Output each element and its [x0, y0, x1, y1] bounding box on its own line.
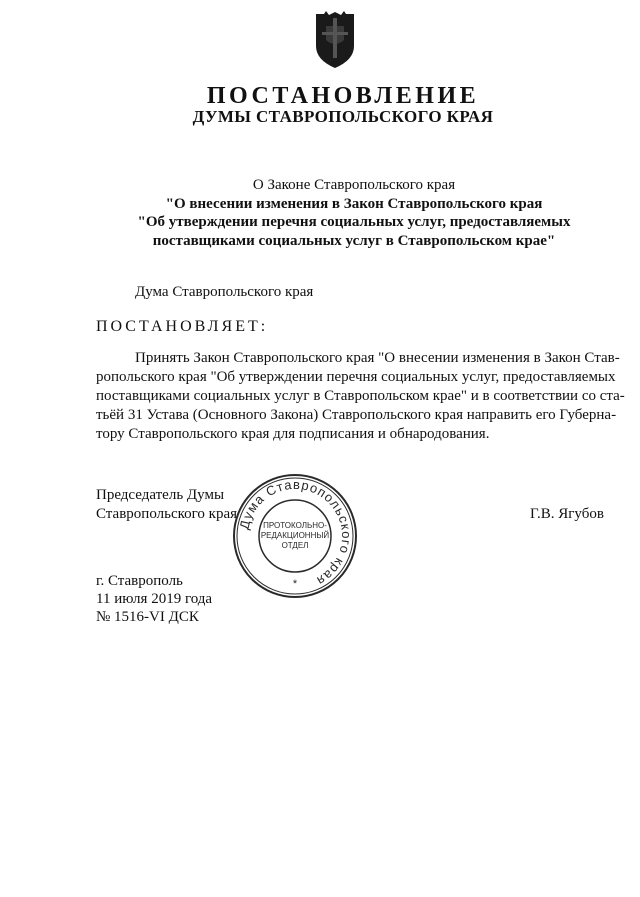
subject-line: поставщиками социальных услуг в Ставропольском крае" [152, 233, 556, 249]
official-seal [231, 472, 359, 600]
subject-line: "О внесении изменения в Закон Ставропольского края [165, 196, 543, 212]
document-subtitle: ДУМЫ СТАВРОПОЛЬСКОГО КРАЯ [192, 107, 494, 126]
body-text-line: Принять Закон Ставропольского края "О внесении изменения в Закон Став- [135, 350, 620, 366]
resolves-heading: ПОСТАНОВЛЯЕТ: [96, 318, 269, 335]
seal-star: * [292, 578, 298, 590]
body-text-line: поставщиками социальных услуг в Ставропольском крае" и в соответствии со ста- [96, 388, 625, 404]
coat-of-arms-emblem [312, 10, 358, 70]
document-date: 11 июля 2019 года [96, 591, 213, 607]
document-number: № 1516-VI ДСК [96, 609, 199, 625]
issuer-line: Дума Ставропольского края [135, 284, 314, 300]
document-title: ПОСТАНОВЛЕНИЕ [206, 83, 480, 109]
body-text-line: тору Ставропольского края для подписания и обнародования. [96, 426, 490, 442]
signatory-position: Ставропольского края [96, 506, 237, 522]
body-text-line: тьёй 31 Устава (Основного Закона) Ставропольского края направить его Губерна- [96, 407, 617, 423]
body-text-line: ропольского края "Об утверждении перечня социальных услуг, предоставляемых [96, 369, 616, 385]
seal-ring-text: Дума Ставропольского края [236, 476, 355, 590]
document-place: г. Ставрополь [96, 573, 183, 589]
subject-line: "Об утверждении перечня социальных услуг, предоставляемых [137, 214, 571, 230]
subject-line: О Законе Ставропольского края [252, 177, 456, 193]
seal-center-text: ПРОТОКОЛЬНО- [263, 521, 327, 530]
seal-center-text: ОТДЕЛ [281, 541, 309, 550]
signatory-name: Г.В. Ягубов [530, 506, 604, 522]
signatory-position: Председатель Думы [96, 487, 225, 503]
seal-center-text: РЕДАКЦИОННЫЙ [260, 531, 330, 540]
